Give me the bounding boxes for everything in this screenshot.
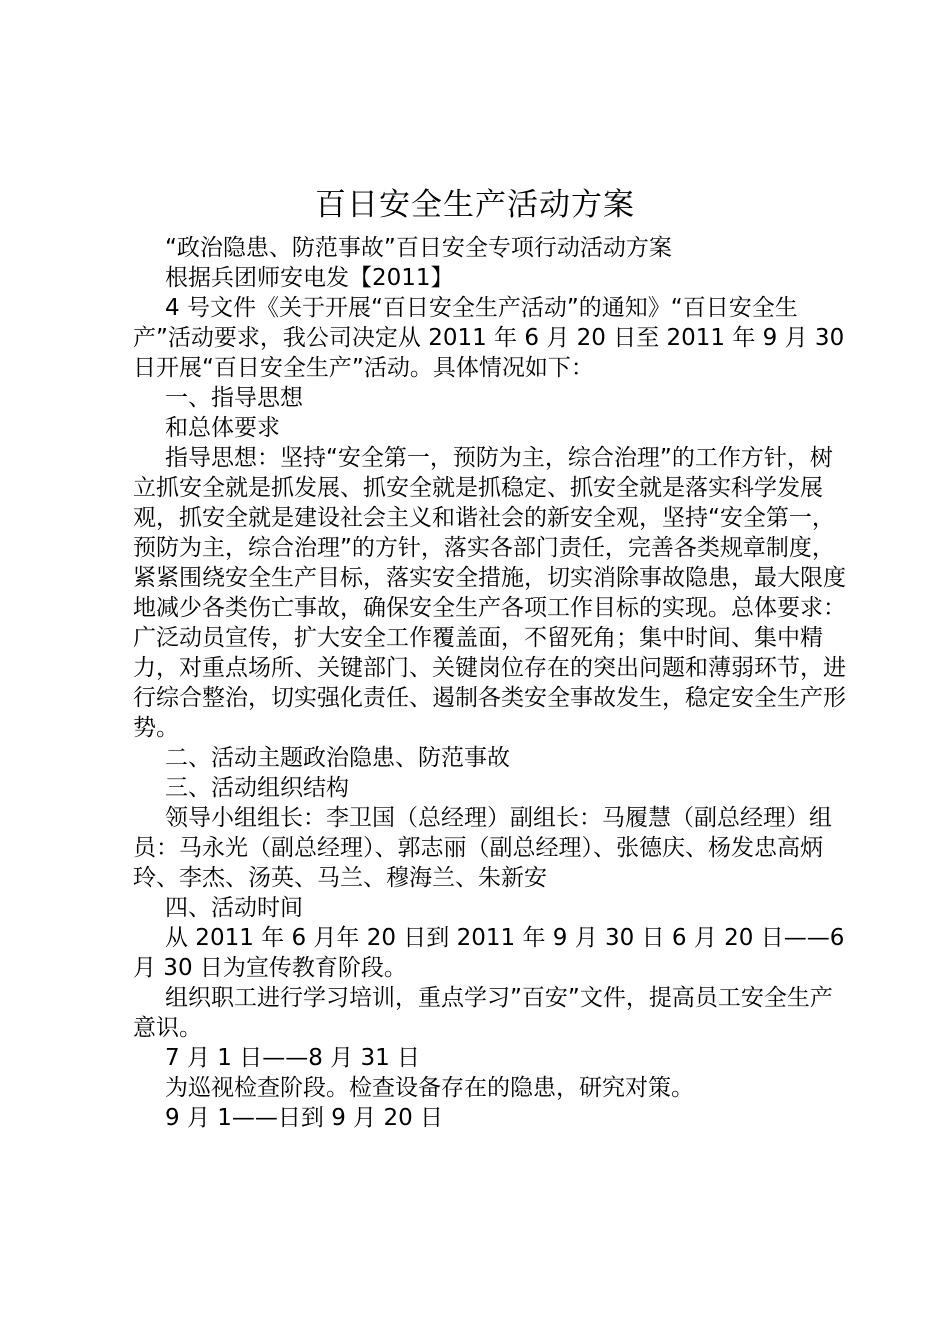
paragraph-september-dates: 9 月 1——日到 9 月 20 日 bbox=[165, 1105, 444, 1131]
paragraph-notice: 4 号文件《关于开展“百日安全生产活动”的通知》“百日安全生产”活动要求，我公司决定从 2011 年 6 月 20 日至 2011 年 9 月 30 日开展“百日安全生产”活动。具体情况如下： bbox=[133, 295, 845, 381]
heading-activity-theme: 二、活动主题政治隐患、防范事故 bbox=[165, 745, 510, 771]
heading-guiding-thought: 一、指导思想 bbox=[165, 385, 303, 411]
paragraph-subtitle: “政治隐患、防范事故”百日安全专项行动活动方案 bbox=[165, 235, 672, 261]
paragraph-time-range: 从 2011 年 6 月年 20 日到 2011 年 9 月 30 日 6 月 20 日——6 月 30 日为宣传教育阶段。 bbox=[133, 925, 845, 981]
paragraph-training: 组织职工进行学习培训，重点学习”百安”文件，提高员工安全生产意识。 bbox=[133, 985, 833, 1041]
heading-overall-requirements: 和总体要求 bbox=[165, 415, 280, 441]
document-body bbox=[133, 233, 853, 1133]
paragraph-organization: 领导小组组长：李卫国（总经理）副组长：马履慧（副总经理）组员：马永光（副总经理）、郭志丽（副总经理）、张德庆、杨发忠高炳玲、李杰、汤英、马兰、穆海兰、朱新安 bbox=[133, 805, 832, 891]
paragraph-inspection-dates: 7 月 1 日——8 月 31 日 bbox=[165, 1045, 421, 1071]
heading-organization: 三、活动组织结构 bbox=[165, 775, 349, 801]
document-title: 百日安全生产活动方案 bbox=[315, 187, 635, 223]
paragraph-guiding-thought: 指导思想：坚持“安全第一，预防为主，综合治理”的工作方针，树立抓安全就是抓发展、抓安全就是抓稳定、抓安全就是落实科学发展观，抓安全就是建设社会主义和谐社会的新安全观，坚持“安全第一，预防为主，综合治理”的方针，落实各部门责任，完善各类规章制度，紧紧围绕安全生产目标，落实安全措施，切实消除事故隐患，最大限度地减少各类伤亡事故，确保安全生产各项工作目标的实现。总体要求：广泛动员宣传，扩大安全工作覆盖面，不留死角；集中时间、集中精力，对重点场所、关键部门、关键岗位存在的突出问题和薄弱环节，进行综合整治，切实强化责任、遏制各类安全事故发生，稳定安全生产形势。 bbox=[133, 445, 846, 741]
paragraph-inspection-stage: 为巡视检查阶段。检查设备存在的隐患，研究对策。 bbox=[165, 1075, 694, 1101]
heading-activity-time: 四、活动时间 bbox=[165, 895, 303, 921]
paragraph-basis: 根据兵团师安电发【2011】 bbox=[165, 265, 454, 291]
